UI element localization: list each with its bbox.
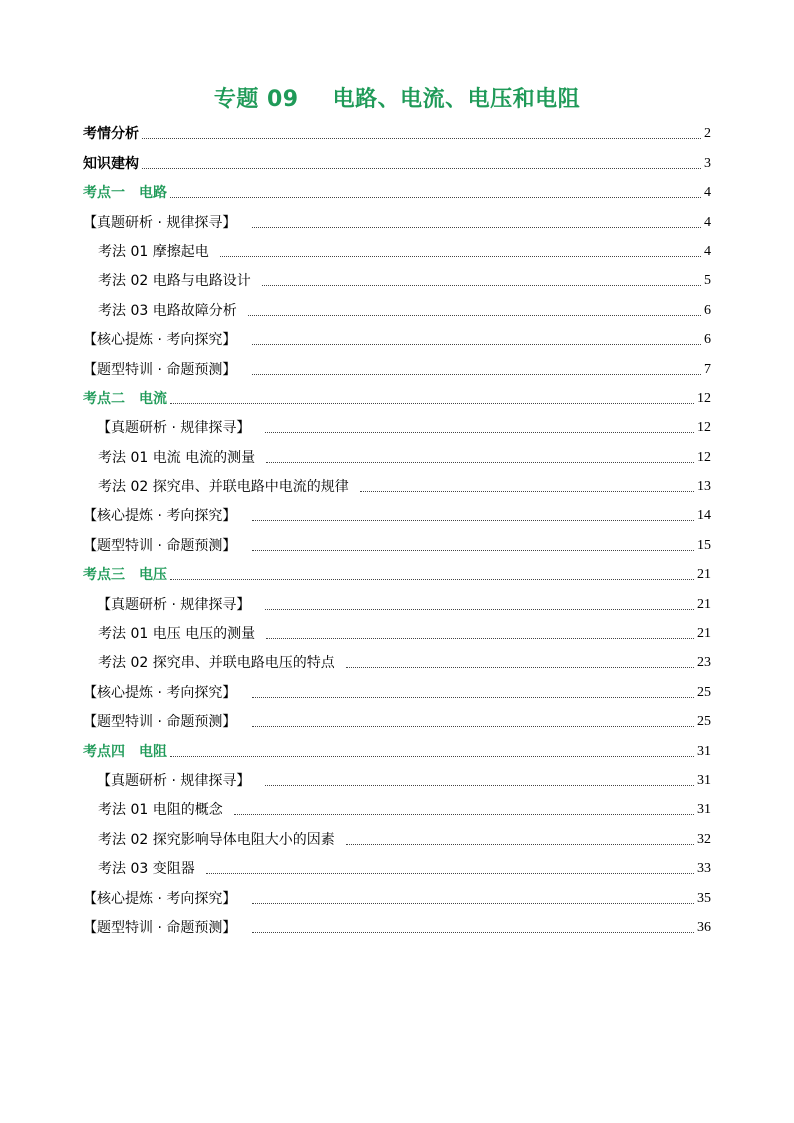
toc-dot-leader (142, 168, 701, 169)
toc-page-number: 21 (697, 626, 711, 642)
toc-dot-leader (170, 197, 701, 198)
toc-dot-leader (262, 285, 701, 286)
toc-entry[interactable] (83, 234, 711, 263)
toc-page-number: 13 (697, 479, 711, 495)
toc-page-number: 12 (697, 390, 711, 406)
toc-page-number: 31 (697, 802, 711, 818)
toc-entry[interactable] (83, 204, 711, 233)
toc-entry[interactable] (83, 439, 711, 468)
toc-dot-leader (252, 374, 701, 375)
toc-entry-label: 考点二 电流 (83, 390, 167, 407)
toc-dot-leader (170, 403, 694, 404)
toc-dot-leader (234, 814, 694, 815)
title-prefix: 专题 09 (213, 87, 299, 112)
toc-entry-label: 考点一 电路 (83, 185, 167, 202)
toc-entry[interactable] (83, 381, 711, 410)
toc-dot-leader (220, 256, 701, 257)
toc-entry-label: 【题型特训 · 命题预测】 (83, 361, 237, 378)
toc-page-number: 21 (697, 596, 711, 612)
toc-dot-leader (265, 609, 694, 610)
toc-entry-label: 【真题研析 · 规律探寻】 (97, 596, 251, 613)
toc-entry-label: 【核心提炼 · 考向探究】 (83, 684, 237, 701)
toc-dot-leader (266, 462, 694, 463)
toc-page-number: 23 (697, 655, 711, 671)
toc-entry[interactable] (83, 410, 711, 439)
toc-entry[interactable] (83, 175, 711, 204)
page-title (0, 82, 794, 113)
toc-page-number: 6 (704, 332, 711, 348)
toc-dot-leader (252, 344, 701, 345)
toc-page-number: 21 (697, 567, 711, 583)
toc-entry[interactable] (83, 498, 711, 527)
toc-page-number: 31 (697, 743, 711, 759)
toc-entry[interactable] (83, 586, 711, 615)
toc-page-number: 6 (704, 302, 711, 318)
toc-dot-leader (266, 638, 694, 639)
toc-page-number: 5 (704, 273, 711, 289)
toc-entry[interactable] (83, 674, 711, 703)
toc-page-number: 12 (697, 449, 711, 465)
toc-page-number: 4 (704, 185, 711, 201)
toc-page-number: 32 (697, 831, 711, 847)
toc-entry-label: 【核心提炼 · 考向探究】 (83, 332, 237, 349)
toc-entry[interactable] (83, 145, 711, 174)
toc-entry-label: 考法 02 探究串、并联电路中电流的规律 (98, 479, 349, 496)
toc-dot-leader (252, 932, 694, 933)
toc-entry-label: 【核心提炼 · 考向探究】 (83, 890, 237, 907)
toc-dot-leader (252, 227, 701, 228)
toc-entry[interactable] (83, 880, 711, 909)
toc-page-number: 14 (697, 508, 711, 524)
toc-entry[interactable] (83, 851, 711, 880)
toc-dot-leader (170, 756, 694, 757)
toc-page-number: 3 (704, 155, 711, 171)
toc-entry[interactable] (83, 116, 711, 145)
toc-page-number: 4 (704, 243, 711, 259)
toc-page-number: 15 (697, 537, 711, 553)
toc-dot-leader (170, 579, 694, 580)
toc-dot-leader (346, 844, 694, 845)
toc-entry-label: 【核心提炼 · 考向探究】 (83, 508, 237, 525)
toc-dot-leader (142, 138, 701, 139)
toc-entry[interactable] (83, 322, 711, 351)
toc-dot-leader (252, 903, 694, 904)
toc-entry-label: 考法 01 电压 电压的测量 (98, 626, 256, 643)
toc-dot-leader (346, 667, 694, 668)
toc-entry-label: 考法 03 变阻器 (98, 861, 195, 878)
toc-entry[interactable] (83, 763, 711, 792)
toc-dot-leader (252, 697, 694, 698)
title-main: 电路、电流、电压和电阻 (332, 87, 581, 112)
toc-page-number: 33 (697, 861, 711, 877)
toc-entry[interactable] (83, 527, 711, 556)
toc-entry-label: 【真题研析 · 规律探寻】 (97, 420, 251, 437)
toc-page-number: 25 (697, 684, 711, 700)
table-of-contents (83, 116, 711, 939)
toc-dot-leader (252, 520, 694, 521)
toc-entry[interactable] (83, 263, 711, 292)
toc-page-number: 35 (697, 890, 711, 906)
toc-dot-leader (252, 726, 694, 727)
toc-dot-leader (248, 315, 701, 316)
toc-entry[interactable] (83, 469, 711, 498)
toc-entry[interactable] (83, 910, 711, 939)
toc-entry[interactable] (83, 704, 711, 733)
toc-dot-leader (252, 550, 694, 551)
toc-entry-label: 【真题研析 · 规律探寻】 (83, 214, 237, 231)
toc-dot-leader (360, 491, 694, 492)
toc-entry-label: 考点四 电阻 (83, 743, 167, 760)
toc-entry[interactable] (83, 616, 711, 645)
toc-entry-label: 考法 02 探究影响导体电阻大小的因素 (98, 831, 335, 848)
toc-entry[interactable] (83, 557, 711, 586)
toc-entry[interactable] (83, 792, 711, 821)
toc-entry[interactable] (83, 351, 711, 380)
toc-entry-label: 知识建构 (83, 155, 139, 172)
toc-dot-leader (265, 432, 694, 433)
toc-page-number: 4 (704, 214, 711, 230)
toc-page-number: 2 (704, 126, 711, 142)
toc-page-number: 36 (697, 919, 711, 935)
toc-entry-label: 考法 03 电路故障分析 (98, 302, 237, 319)
toc-entry[interactable] (83, 821, 711, 850)
toc-entry-label: 【题型特训 · 命题预测】 (83, 714, 237, 731)
toc-entry[interactable] (83, 292, 711, 321)
toc-entry-label: 【题型特训 · 命题预测】 (83, 919, 237, 936)
toc-page-number: 12 (697, 420, 711, 436)
toc-page-number: 7 (704, 361, 711, 377)
toc-entry-label: 考法 01 电流 电流的测量 (98, 449, 256, 466)
toc-entry-label: 考法 02 探究串、并联电路电压的特点 (98, 655, 335, 672)
toc-page-number: 25 (697, 714, 711, 730)
toc-entry[interactable] (83, 733, 711, 762)
toc-entry-label: 考法 02 电路与电路设计 (98, 273, 251, 290)
toc-entry-label: 【真题研析 · 规律探寻】 (97, 772, 251, 789)
toc-entry[interactable] (83, 645, 711, 674)
toc-entry-label: 考法 01 摩擦起电 (98, 243, 209, 260)
toc-dot-leader (206, 873, 694, 874)
toc-entry-label: 考情分析 (83, 126, 139, 143)
toc-dot-leader (265, 785, 694, 786)
toc-entry-label: 考法 01 电阻的概念 (98, 802, 223, 819)
toc-entry-label: 【题型特训 · 命题预测】 (83, 537, 237, 554)
toc-entry-label: 考点三 电压 (83, 567, 167, 584)
toc-page-number: 31 (697, 772, 711, 788)
